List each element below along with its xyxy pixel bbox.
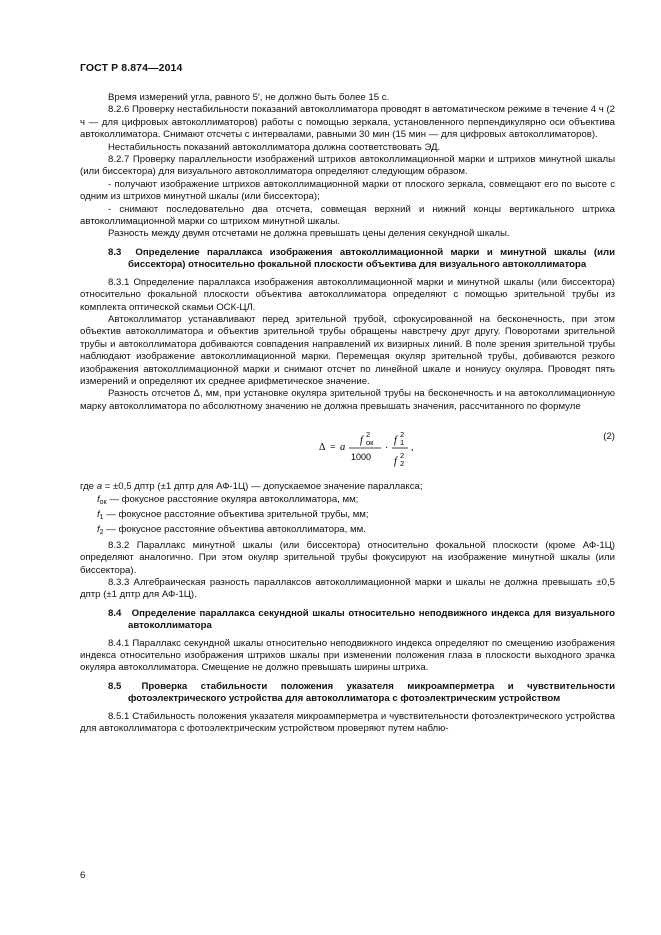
formula-number: (2)	[603, 431, 615, 443]
paragraph: Нестабильность показаний автоколлиматора должна соответствовать ЭД.	[108, 141, 441, 153]
var-sub: ок	[99, 498, 107, 506]
section-heading-8-4	[80, 608, 615, 633]
where-line-f2	[80, 524, 615, 539]
formula-sup: 2	[366, 430, 371, 440]
paragraph-8-3-1: 8.3.1 Определение параллакса изображения автоколлимационной марки и минутной шкалы (или биссектора) относительно фокальной плоскости объектива автоколлиматора определяют с помощью зрительной трубы из комплекта оптической скамьи ОСК-ЦЛ.	[80, 276, 615, 313]
paragraph: Разность отсчетов Δ, мм, при установке окуляра зрительной трубы на бесконечность и на автоколлимационную марку автоколлиматора по абсолютному значению не должна превышать значения, рассчитанного по формуле	[80, 388, 615, 412]
where-line-f1	[80, 509, 615, 524]
formula-f-ok: f	[360, 435, 363, 447]
var-f: f	[97, 493, 100, 505]
paragraph: Автоколлиматор устанавливают перед зрительной трубой, сфокусированной на бесконечность, при этом объектив автоколлиматора и объектив зрительной трубы обращены навстречу друг другу. Поворотами зрительной трубы и автоколлиматора добиваются совпадения направлений их визирных линий. В поле зрения зрительной трубы наблюдают изображение автоколлимационной марки. Перемещая окуляр зрительной трубы, добиваются резкого изображения автоколлимационной марки и снимают отсчет по линейной шкале и нониусу окуляра. Проводят пять измерений и определяют их среднее арифметическое значение.	[80, 313, 615, 387]
formula-eq: =	[330, 442, 336, 454]
document-body	[80, 92, 615, 735]
var-sub: 1	[99, 513, 104, 521]
where-text: — фокусное расстояние объектива зрительной трубы, мм;	[106, 508, 369, 520]
formula-sup: 2	[400, 451, 405, 461]
section-title: Проверка стабильности положения указателя микроамперметра и чувствительности фотоэлектрического устройства для автоколлиматора с фотоэлектрическим устройством	[128, 680, 615, 705]
formula-denominator-1000: 1000	[351, 452, 372, 463]
where-line-a	[80, 481, 615, 493]
formula-lhs: Δ	[319, 442, 326, 454]
document-header: ГОСТ Р 8.874—2014	[80, 62, 183, 74]
var-f: f	[97, 508, 100, 520]
formula-sub-1: 1	[400, 438, 405, 448]
section-title: Определение параллакса изображения автоколлимационной марки и минутной шкалы (или биссектора) относительно фокальной плоскости объектива для визуального автоколлиматора	[128, 246, 615, 271]
paragraph-8-2-7: 8.2.7 Проверку параллельности изображений штрихов автоколлимационной марки и штрихов минутной шкалы (или биссектора) для визуального автоколлиматора определяют следующим образом.	[80, 154, 615, 178]
section-number: 8.3	[108, 246, 122, 258]
paragraph-8-2-6: 8.2.6 Проверку нестабильности показаний автоколлиматора проводят в автоматическом режиме в течение 4 ч (2 ч — для цифровых автоколлиматоров) работы с помощью зеркала, установленного перпендикулярно оси объектива автоколлиматора. Снимают отсчеты с интервалами, равными 30 мин (15 мин — для цифровых автоколлиматоров).	[80, 104, 615, 141]
formula-f2: f	[394, 456, 397, 468]
formula-dot: ·	[385, 443, 389, 455]
paragraph: Разность между двумя отсчетами не должна превышать цены деления секундной шкалы.	[108, 228, 510, 240]
paragraph: Время измерений угла, равного 5′, не должно быть более 15 с.	[108, 92, 390, 103]
var-f: f	[97, 524, 100, 536]
section-number: 8.5	[108, 680, 122, 692]
section-number: 8.4	[108, 607, 122, 619]
section-title: Определение параллакса секундной шкалы относительно неподвижного индекса для визуального автоколлиматора	[128, 607, 615, 632]
where-text: — фокусное расстояние окуляра автоколлиматора, мм;	[109, 493, 359, 505]
list-item: - получают изображение штрихов автоколлимационной марки от плоского зеркала, совмещают его по высоте с одним из штрихов минутной шкалы (или биссектора);	[80, 178, 615, 203]
var-a: a	[96, 481, 103, 493]
formula-sub-ok: ок	[366, 438, 374, 448]
formula-graphic	[315, 423, 515, 475]
formula-sup: 2	[400, 430, 405, 440]
paragraph-8-4-1: 8.4.1 Параллакс секундной шкалы относительно неподвижного индекса определяют по смещению изображения индекса относительно изображения штрихов шкалы при изменении положения глаза в плоскости выходного зрачка окуляра автоколлиматора. Смещение не должно превышать ширины штриха.	[80, 637, 615, 674]
formula-sub-2: 2	[400, 459, 405, 469]
formula-2	[80, 423, 615, 475]
page-number: 6	[80, 870, 86, 881]
section-heading-8-3	[80, 247, 615, 272]
where-prefix: где	[80, 481, 95, 493]
paragraph-8-3-2: 8.3.2 Параллакс минутной шкалы (или биссектора) относительно фокальной плоскости (кроме АФ-1Ц) определяют аналогично. При этом окуляр зрительной трубы фокусируют на изображение минутной шкалы (или биссектора).	[80, 539, 615, 576]
formula-comma: ,	[411, 442, 414, 454]
formula-f1: f	[394, 435, 397, 447]
paragraph-8-5-1: 8.5.1 Стабильность положения указателя микроамперметра и чувствительности фотоэлектрического устройства для автоколлиматора с фотоэлектрическим устройством проверяют путем наблю-	[80, 710, 615, 735]
list-item: - снимают последовательно два отсчета, совмещая верхний и нижний концы вертикального штриха автоколлимационной марки со штрихом минутной шкалы.	[80, 203, 615, 228]
where-text: — фокусное расстояние объектива автоколлиматора, мм.	[106, 524, 366, 536]
var-sub: 2	[99, 529, 104, 537]
section-heading-8-5	[80, 681, 615, 706]
where-text: = ±0,5 дптр (±1 дптр для АФ-1Ц) — допускаемое значение параллакса;	[104, 481, 423, 493]
formula-a: a	[340, 442, 346, 454]
paragraph-8-3-3: 8.3.3 Алгебраическая разность параллаксов автоколлимационной марки и шкалы не должна превышать ±0,5 дптр (±1 дптр для АФ-1Ц).	[80, 577, 615, 601]
where-line-f-ok	[80, 494, 615, 509]
